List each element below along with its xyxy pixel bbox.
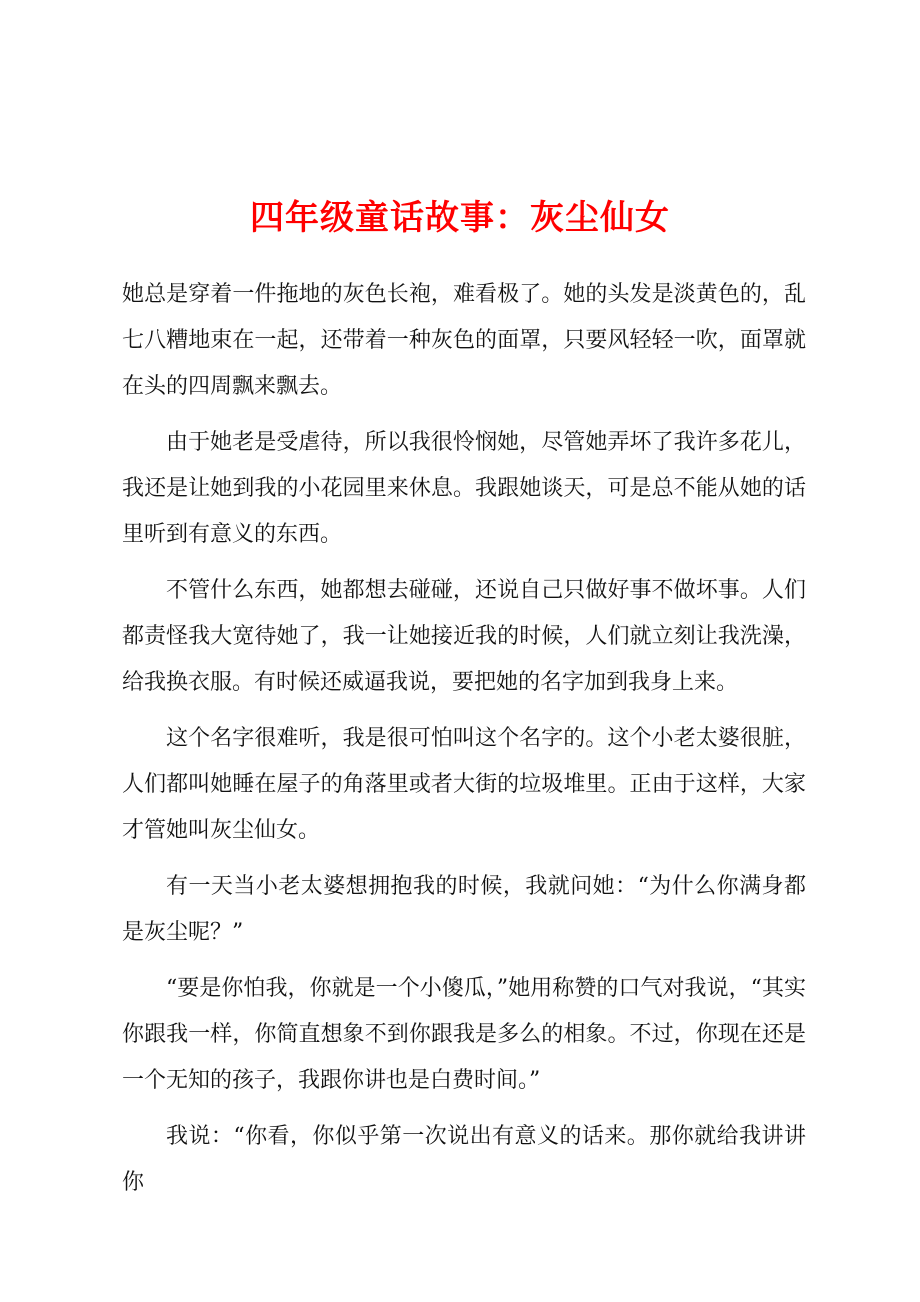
paragraph-5: 有一天当小老太婆想拥抱我的时候，我就问她：“为什么你满身都是灰尘呢？”	[122, 874, 806, 945]
paragraph-7: 我说：“你看，你似乎第一次说出有意义的话来。那你就给我讲讲你	[122, 1124, 806, 1195]
paragraph-6: “要是你怕我，你就是一个小傻瓜，”她用称赞的口气对我说，“其实你跟我一样，你简直想象不到你跟我是多么的相象。不过，你现在还是一个无知的孩子，我跟你讲也是白费时间。”	[122, 976, 806, 1093]
document-body	[122, 272, 806, 1216]
paragraph-3: 不管什么东西，她都想去碰碰，还说自己只做好事不做坏事。人们都责怪我大宽待她了，我一让她接近我的时候，人们就立刻让我洗澡，给我换衣服。有时候还威逼我说，要把她的名字加到我身上来。	[122, 578, 806, 695]
paragraph-1: 她总是穿着一件拖地的灰色长袍，难看极了。她的头发是淡黄色的，乱七八糟地束在一起，还带着一种灰色的面罩，只要风轻轻一吹，面罩就在头的四周飘来飘去。	[122, 282, 806, 399]
document-title: 四年级童话故事：灰尘仙女	[250, 198, 670, 238]
paragraph-2: 由于她老是受虐待，所以我很怜悯她，尽管她弄坏了我许多花儿，我还是让她到我的小花园里来休息。我跟她谈天，可是总不能从她的话里听到有意义的东西。	[122, 430, 806, 547]
paragraph-4: 这个名字很难听，我是很可怕叫这个名字的。这个小老太婆很脏，人们都叫她睡在屋子的角落里或者大街的垃圾堆里。正由于这样，大家才管她叫灰尘仙女。	[122, 726, 806, 843]
